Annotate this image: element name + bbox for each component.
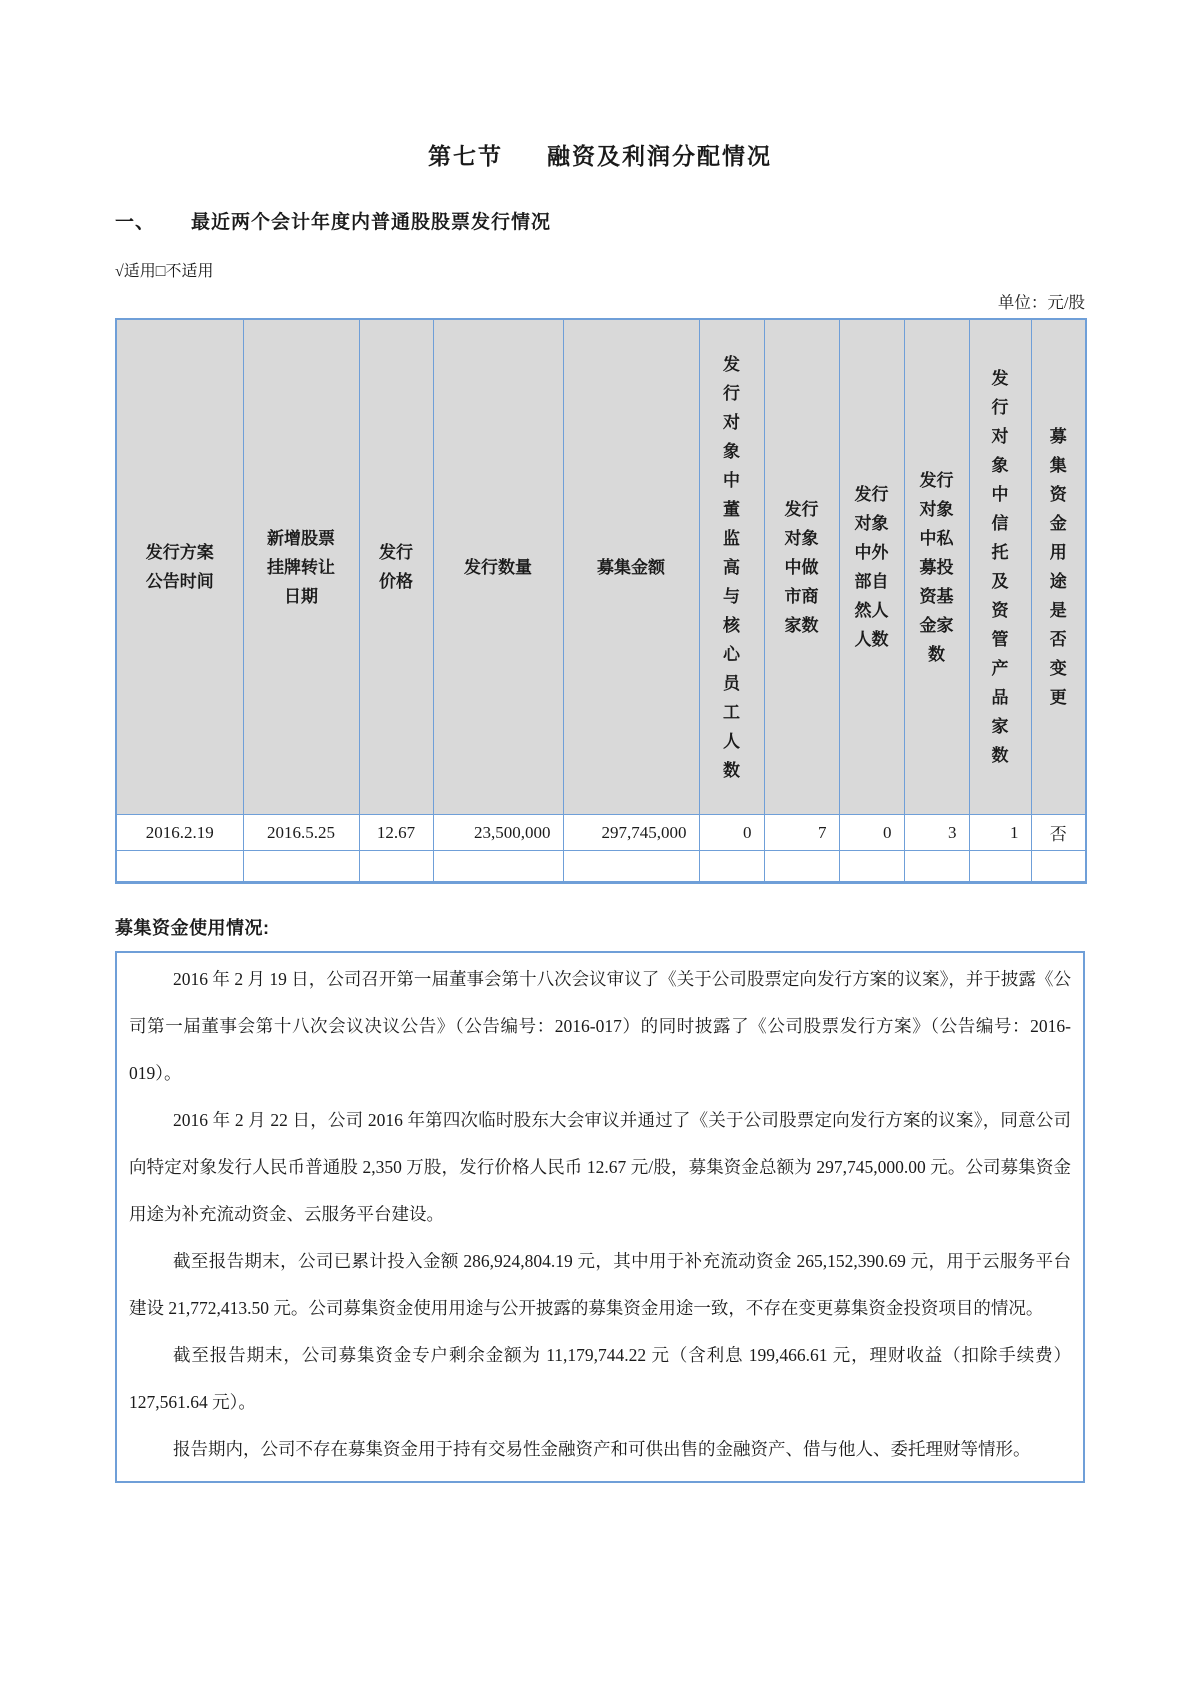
col-header-listing-date: 新增股票挂牌转让日期 [243, 319, 359, 815]
cell-announce-date: 2016.2.19 [116, 815, 243, 851]
cell-listing-date: 2016.5.25 [243, 815, 359, 851]
usage-paragraph-4: 截至报告期末，公司募集资金专户剩余金额为 11,179,744.22 元（含利息 199,466.61 元，理财收益（扣除手续费）127,561.64 元）。 [129, 1345, 1071, 1412]
section-heading [115, 207, 1085, 234]
usage-paragraph-5: 报告期内，公司不存在募集资金用于持有交易性金融资产和可供出售的金融资产、借与他人、委托理财等情形。 [173, 1439, 1031, 1459]
cell-private-funds-count: 3 [904, 815, 969, 851]
empty-cell [433, 851, 563, 883]
document-content [115, 0, 1085, 1483]
issuance-table [115, 318, 1087, 884]
cell-use-changed: 否 [1031, 815, 1086, 851]
empty-cell [969, 851, 1031, 883]
col-header-private-funds-count: 发行对象中私募投资基金家数 [904, 319, 969, 815]
col-header-announce-date: 发行方案公告时间 [116, 319, 243, 815]
cell-market-makers-count: 7 [764, 815, 839, 851]
table-row-data [116, 815, 1086, 851]
usage-box [115, 951, 1085, 1483]
section-number: 一、 [115, 212, 156, 233]
empty-cell [904, 851, 969, 883]
unit-label: 单位：元/股 [997, 293, 1085, 312]
empty-cell [563, 851, 699, 883]
empty-cell [359, 851, 433, 883]
cell-directors-employees-count: 0 [699, 815, 764, 851]
cell-issue-quantity: 23,500,000 [433, 815, 563, 851]
empty-cell [243, 851, 359, 883]
empty-cell [1031, 851, 1086, 883]
cell-issue-price: 12.67 [359, 815, 433, 851]
page-title [115, 0, 1085, 171]
empty-cell [116, 851, 243, 883]
empty-cell [839, 851, 904, 883]
usage-paragraph-1: 2016 年 2 月 19 日，公司召开第一届董事会第十八次会议审议了《关于公司股票定向发行方案的议案》，并于披露《公司第一届董事会第十八次会议决议公告》（公告编号：2016-017）的同时披露了《公司股票发行方案》（公告编号：2016-019）。 [129, 969, 1071, 1083]
empty-cell [764, 851, 839, 883]
section-title: 最近两个会计年度内普通股股票发行情况 [191, 212, 552, 233]
page-title-chapter: 第七节 [428, 143, 503, 169]
col-header-raised-amount: 募集金额 [563, 319, 699, 815]
usage-paragraph-3: 截至报告期末，公司已累计投入金额 286,924,804.19 元，其中用于补充流动资金 265,152,390.69 元，用于云服务平台建设 21,772,413.50 元。公司募集资金使用用途与公开披露的募集资金用途一致，不存在变更募集资金投资项目的情况。 [129, 1251, 1071, 1318]
col-header-market-makers-count: 发行对象中做市商家数 [764, 319, 839, 815]
col-header-use-changed: 募集资金用途是否变更 [1031, 319, 1086, 815]
usage-paragraph-2: 2016 年 2 月 22 日，公司 2016 年第四次临时股东大会审议并通过了《关于公司股票定向发行方案的议案》，同意公司向特定对象发行人民币普通股 2,350 万股，发行价格人民币 12.67 元/股，募集资金总额为 297,745,000.00 元。公司募集资金用途为补充流动资金、云服务平台建设。 [129, 1110, 1071, 1224]
cell-raised-amount: 297,745,000 [563, 815, 699, 851]
col-header-issue-price: 发行价格 [359, 319, 433, 815]
empty-cell [699, 851, 764, 883]
col-header-external-individuals-count: 发行对象中外部自然人人数 [839, 319, 904, 815]
col-header-trust-products-count: 发行对象中信托及资管产品家数 [969, 319, 1031, 815]
table-row-empty [116, 851, 1086, 883]
cell-trust-products-count: 1 [969, 815, 1031, 851]
cell-external-individuals-count: 0 [839, 815, 904, 851]
usage-heading: 募集资金使用情况: [115, 918, 270, 938]
table-header-row [116, 319, 1086, 815]
page-title-text: 融资及利润分配情况 [547, 143, 772, 169]
col-header-issue-quantity: 发行数量 [433, 319, 563, 815]
col-header-directors-employees-count: 发行对象中董监高与核心员工人数 [699, 319, 764, 815]
applicability-line: √适用□不适用 [115, 263, 214, 280]
